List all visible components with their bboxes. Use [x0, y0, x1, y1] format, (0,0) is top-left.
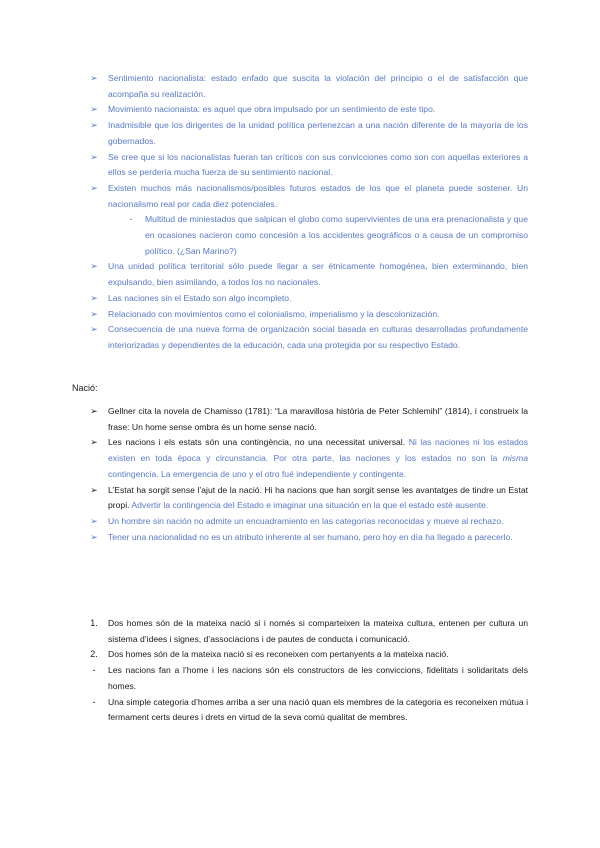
arrow-bullet-icon: ➢: [90, 406, 98, 416]
list-item: ➢ Gellner cita la novela de Chamisso (1781): “La maravillosa història de Peter Schlemihl” (1814), i construeix la frase: Un home sense ombra és un home sense nació.: [108, 404, 528, 435]
section3-list: [90, 616, 528, 726]
arrow-bullet-icon: ➢: [90, 182, 98, 193]
arrow-bullet-icon: ➢: [90, 120, 98, 131]
list-item: ➢ Un hombre sin nación no admite un encuadramiento en las categorías reconocidas y mueve al rechazo.: [108, 514, 528, 530]
arrow-bullet-icon: ➢: [90, 484, 98, 495]
section-heading: Nació:: [72, 383, 98, 393]
list-item: ➢ Las naciones sin el Estado son algo incompleto.: [108, 291, 528, 307]
list-item: ➢ Se cree que si los nacionalistas fueran tan críticos con sus convicciones como son con aquellas exteriores a ellos se perdería mucha fuerza de su sentimiento nacional.: [108, 150, 528, 181]
arrow-bullet-icon: ➢: [90, 104, 98, 115]
arrow-bullet-icon: ➢: [90, 531, 98, 542]
section1-list: [90, 71, 528, 354]
list-item: ➢ Les nacions i els estats són una contingència, no una necessitat universal. Ni las naciones ni los estados existen en toda época y circunstancia. Por otra parte, las naciones y los estados no son la misma contingencia. La emergencia de uno y el otro fué independiente y contingente.: [108, 435, 528, 482]
arrow-bullet-icon: ➢: [90, 515, 98, 526]
list-item: ➢ L’Estat ha sorgit sense l’ajut de la nació. Hi ha nacions que han sorgit sense les avantatges de tindre un Estat propi. Advertir la contingencia del Estado e imaginar una situación en la que el estado esté ausente.: [108, 483, 528, 514]
list-item: ➢ Tener una nacionalidad no es un atributo inherente al ser humano, pero hoy en día ha llegado a parecerlo.: [108, 530, 528, 546]
arrow-bullet-icon: ➢: [90, 261, 98, 272]
numbered-item: 1. Dos homes són de la mateixa nació si i només si comparteixen la mateixa cultura, entenen per cultura un sistema d’idees i signes, d’associacions i de pautes de conducta i comunicació.: [90, 618, 528, 644]
arrow-bullet-icon: ➢: [90, 73, 98, 83]
list-item: ➢ Una unidad política territorial sólo puede llegar a ser étnicamente homogénea, bien exterminando, bien expulsando, bien asimilando, a todos los no nacionales.: [108, 259, 528, 290]
arrow-bullet-icon: ➢: [90, 151, 98, 162]
dash-item: - Les nacions fan a l’home i les nacions són els constructors de les conviccions, fidelitats i solidaritats dels homes.: [92, 665, 528, 691]
numbered-item: 2. Dos homes són de la mateixa nació si es reconeixen com pertanyents a la mateixa nació.: [90, 649, 449, 660]
list-item: ➢ Sentimiento nacionalista: estado enfado que suscita la violación del principio o el de satisfacción que acompaña su realización.: [108, 71, 528, 102]
list-item: ➢ Consecuencia de una nueva forma de organización social basada en culturas desarrolladas profundamente interiorizadas y dependientes de la educación, cada una protegida por su respectivo Estado.: [108, 322, 528, 353]
sub-list-item: - Multitud de miniestados que salpican el globo como supervivientes de una era prenacionalista y que en ocasiones nacieron como concesión a los accidentes geográficos o a causa de un compromiso político. (¿San Marino?): [129, 214, 528, 256]
arrow-bullet-icon: ➢: [90, 437, 98, 448]
list-item: ➢ Inadmisible que los dirigentes de la unidad política pertenezcan a una nación diferente de la mayoría de los gobernados.: [108, 118, 528, 149]
arrow-bullet-icon: ➢: [90, 292, 98, 303]
list-item: ➢ Relacionado con movimientos como el colonialismo, imperialismo y la descolonización.: [108, 307, 528, 323]
list-item: ➢ Existen muchos más nacionalismos/posibles futuros estados de los que el planeta puede sostener. Un nacionalismo real por cada diez potenciales.: [108, 181, 528, 212]
list-item: ➢ Movimiento nacionaista: es aquel que obra impulsado por un sentimiento de este tipo.: [108, 102, 528, 118]
dash-item: - Una simple categoria d’homes arriba a ser una nació quan els membres de la categoria es reconeixen mútua i fermament certs deures i drets en virtud de la seva comú qualitat de membres.: [92, 696, 528, 723]
arrow-bullet-icon: ➢: [90, 308, 98, 319]
section2-list: [90, 404, 529, 545]
arrow-bullet-icon: ➢: [90, 324, 98, 335]
